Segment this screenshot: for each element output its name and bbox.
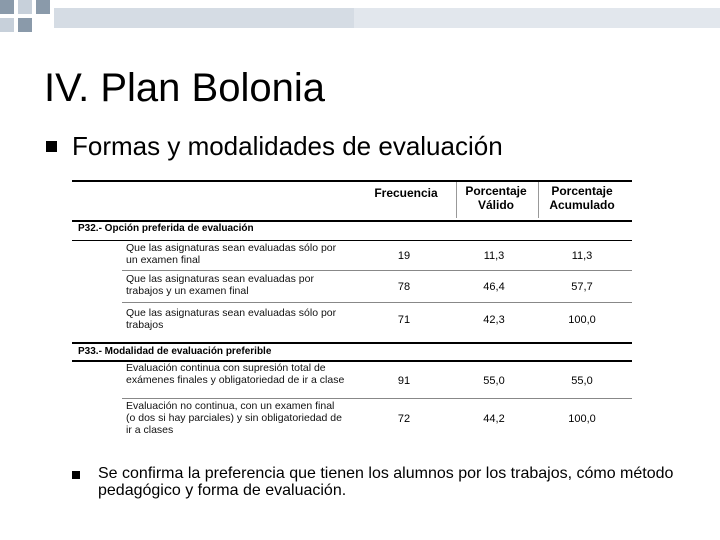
row-rule: [122, 398, 632, 399]
row-acumulado: 100,0: [568, 314, 596, 326]
row-acumulado: 55,0: [571, 375, 593, 387]
bullet-icon: [46, 141, 57, 152]
header-frecuencia: Frecuencia: [374, 186, 438, 200]
row-acumulado: 11,3: [571, 250, 593, 262]
row-frecuencia: 91: [397, 375, 411, 387]
row-acumulado: 100,0: [568, 413, 596, 425]
column-divider: [538, 182, 539, 218]
section-title: P33.- Modalidad de evaluación preferible: [78, 346, 272, 357]
row-label: Que las asignaturas sean evaluadas sólo por trabajos: [126, 307, 337, 331]
row-frecuencia: 72: [397, 413, 411, 425]
conclusion-text: Se confirma la preferencia que tienen los alumnos por los trabajos, cómo método pedagógico y forma de evaluación.: [98, 465, 674, 499]
slide-title: IV. Plan Bolonia: [44, 66, 325, 110]
row-valido: 55,0: [483, 375, 505, 387]
column-divider: [456, 182, 457, 218]
header-porcentaje-acumulado: Porcentaje Acumulado: [549, 184, 615, 212]
row-frecuencia: 19: [397, 250, 411, 262]
header-rule: [72, 220, 632, 222]
section-title: P32.- Opción preferida de evaluación: [78, 223, 254, 234]
slide-subtitle: Formas y modalidades de evaluación: [72, 131, 503, 161]
decorative-header-pattern: [0, 0, 720, 40]
row-acumulado: 57,7: [571, 281, 593, 293]
row-label: Evaluación continua con supresión total de exámenes finales y obligatoriedad de ir a clase: [126, 362, 345, 386]
section-rule: [72, 342, 632, 344]
header-porcentaje-valido: Porcentaje Válido: [465, 184, 527, 212]
row-valido: 42,3: [483, 314, 505, 326]
row-rule: [72, 240, 632, 241]
row-valido: 46,4: [483, 281, 505, 293]
bullet-icon: [72, 471, 80, 479]
table-top-rule: [72, 180, 632, 182]
row-label: Que las asignaturas sean evaluadas sólo por un examen final: [126, 242, 337, 266]
row-valido: 44,2: [483, 413, 505, 425]
evaluation-table: [72, 178, 632, 442]
row-frecuencia: 78: [397, 281, 411, 293]
row-rule: [122, 302, 632, 303]
row-frecuencia: 71: [397, 314, 411, 326]
row-label: Que las asignaturas sean evaluadas por trabajos y un examen final: [126, 273, 314, 297]
row-rule: [122, 270, 632, 271]
row-valido: 11,3: [483, 250, 505, 262]
row-label: Evaluación no continua, con un examen final (o dos si hay parciales) y sin obligatoriedad de ir a clases: [126, 400, 342, 436]
